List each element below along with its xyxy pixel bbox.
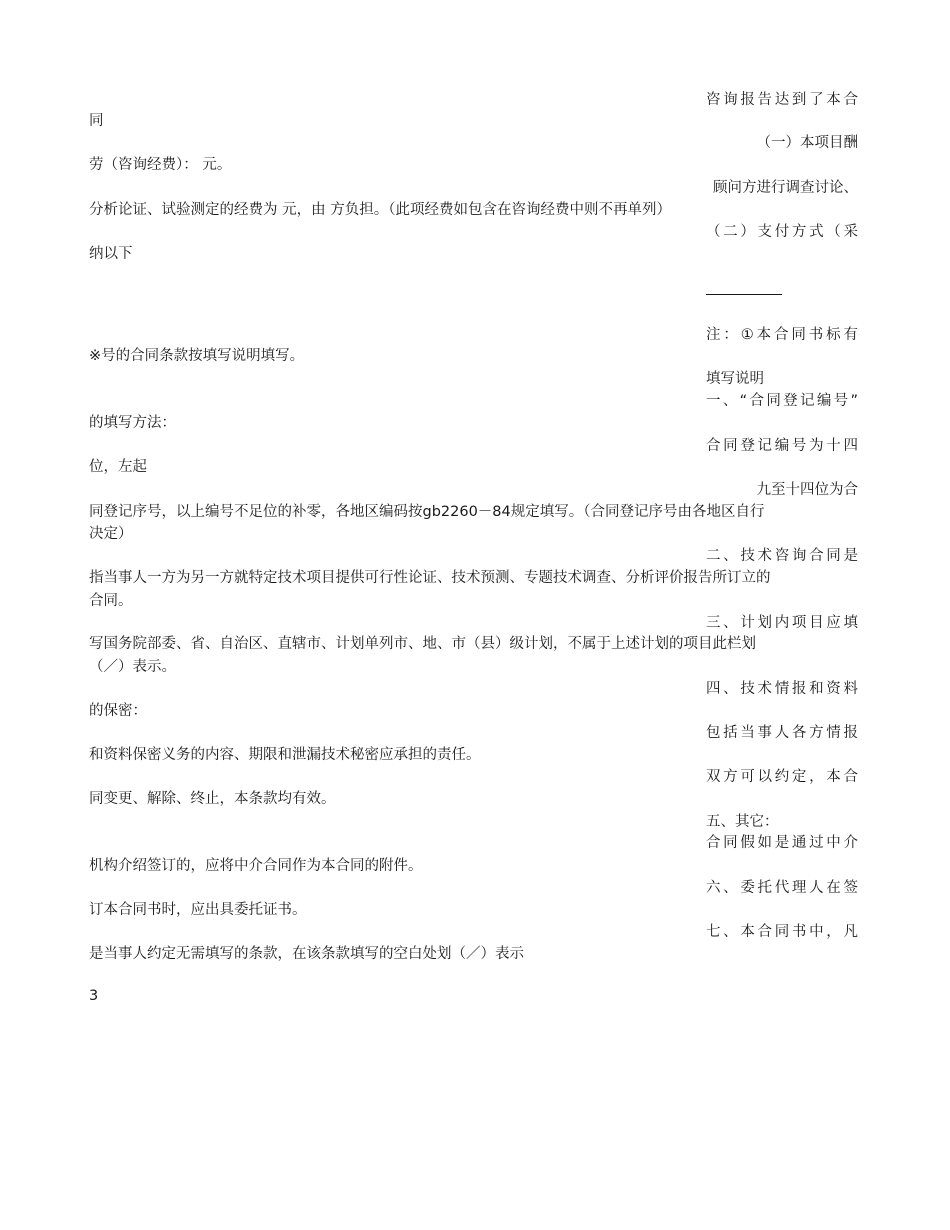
page-number: 3: [89, 988, 99, 1004]
text-line: 订本合同书时，应出具委托证书。: [89, 902, 307, 918]
text-line: 咨询报告达到了本合: [706, 92, 858, 108]
text-line: 的保密：: [89, 703, 147, 719]
text-line: 是当事人约定无需填写的条款，在该条款填写的空白处划（／）表示: [89, 946, 524, 962]
text-line: 合同。: [89, 593, 133, 609]
text-line: 二、技术咨询合同是: [706, 548, 858, 564]
text-line: 指当事人一方为另一方就特定技术项目提供可行性论证、技术预测、专题技术调查、分析评价报告所订立的: [89, 570, 771, 586]
text-line: 纳以下: [89, 246, 133, 262]
text-line: 和资料保密义务的内容、期限和泄漏技术秘密应承担的责任。: [89, 747, 481, 763]
text-line: 注：①本合同书标有: [706, 327, 858, 343]
text-line: 五、其它：: [706, 814, 779, 830]
text-line: 四、技术情报和资料: [706, 681, 858, 697]
text-line: （二）支付方式（采: [706, 224, 858, 240]
text-line: 同变更、解除、终止，本条款均有效。: [89, 791, 336, 807]
text-line: 同: [89, 113, 104, 129]
horizontal-rule: [706, 294, 782, 295]
text-line: 同登记序号，以上编号不足位的补零，各地区编码按gb2260－84规定填写。（合同登记序号由各地区自行: [89, 504, 765, 520]
text-line: 双方可以约定，本合: [706, 769, 858, 785]
text-line: 合同假如是通过中介: [706, 835, 858, 851]
text-line: 位，左起: [89, 459, 147, 475]
text-line: 合同登记编号为十四: [706, 438, 858, 454]
text-line: 三、计划内项目应填: [706, 615, 858, 631]
text-line: 劳（咨询经费）： 元。: [89, 157, 232, 173]
text-line: （一）本项目酬: [756, 135, 858, 151]
text-line: （／）表示。: [89, 659, 176, 675]
text-line: ※号的合同条款按填写说明填写。: [89, 348, 305, 364]
text-line: 机构介绍签订的，应将中介合同作为本合同的附件。: [89, 858, 423, 874]
text-line: 一、“合同登记编号”: [706, 393, 858, 409]
section-heading: 填写说明: [706, 371, 764, 387]
text-line: 包括当事人各方情报: [706, 725, 858, 741]
text-line: 六、委托代理人在签: [706, 880, 858, 896]
text-line: 九至十四位为合: [756, 482, 858, 498]
text-line: 分析论证、试验测定的经费为 元，由 方负担。（此项经费如包含在咨询经费中则不再单列）: [89, 202, 671, 218]
text-line: 七、本合同书中，凡: [706, 924, 858, 940]
text-line: 决定）: [89, 526, 133, 542]
text-line: 写国务院部委、省、自治区、直辖市、计划单列市、地、市（县）级计划，不属于上述计划的项目此栏划: [89, 636, 756, 652]
text-line: 顾问方进行调查讨论、: [713, 180, 858, 196]
text-line: 的填写方法：: [89, 415, 176, 431]
